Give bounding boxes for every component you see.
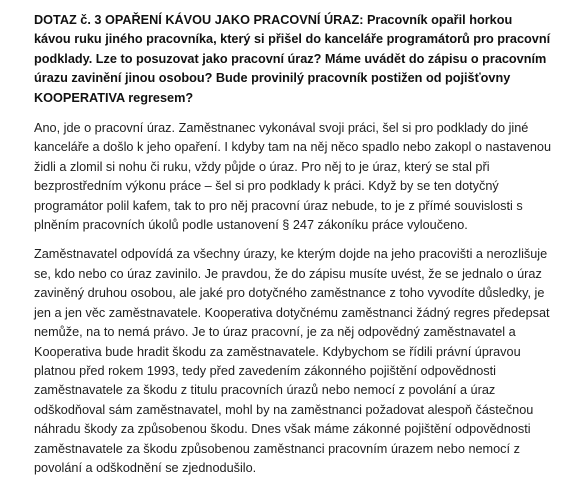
document-body <box>34 11 554 488</box>
question-line: podklady. Lze to posuzovat jako pracovní úraz? Máme uvádět do zápisu o pracovním <box>34 51 547 66</box>
paragraph-line: kanceláře a došlo k jeho opaření. I kdyby tam na něj něco spadlo nebo zakopl o nastavenou <box>34 140 552 155</box>
paragraph-line: Zaměstnavatel odpovídá za všechny úrazy, ke kterým dojde na jeho pracovišti a nerozlišuje <box>34 247 548 262</box>
question-line: KOOPERATIVA regresem? <box>34 90 194 105</box>
paragraph-line: zaměstnavatele za škodu způsobenou zaměstnanci pracovním úrazem nebo nemocí z <box>34 441 520 456</box>
paragraph-line: nemůže, na to nemá právo. Je to úraz pracovní, je za něj odpovědný zaměstnavatel a <box>34 325 516 340</box>
paragraph-line: bezprostředním výkonu práce – šel si pro podklady k práci. Když by se ten dotyčný <box>34 179 499 194</box>
question-line: kávou ruku jiného pracovníka, který si přišel do kanceláře programátorů pro pracovní <box>34 32 551 47</box>
question-line: úrazu zavinění jinou osobou? Bude provinilý pracovník postižen od pojišťovny <box>34 71 511 86</box>
question-line: DOTAZ č. 3 OPAŘENÍ KÁVOU JAKO PRACOVNÍ ÚRAZ: Pracovník opařil horkou <box>34 13 513 27</box>
paragraph-line: programátor polil kafem, tak to pro něj pracovní úraz nebude, to je z přímé souvislosti s <box>34 198 523 213</box>
paragraph-line: náhradu škody za způsobenou škodu. Dnes však máme zákonné pojištění odpovědnosti <box>34 422 531 437</box>
paragraph-line: židli a zlomil si nohu či ruku, vždy půjde o úraz. Pro něj to je úraz, který se stal při <box>34 159 490 174</box>
paragraph-line: zaviněný druhou osobou, ale jaké pro dotyčného zaměstnance z toho vyvodíte důsledky, je <box>34 286 545 301</box>
paragraph-line: Kooperativa bude hradit škodu za zaměstnavatele. Kdybychom se řídili právní úpravou <box>34 344 521 359</box>
paragraph-line: jen a jen věc zaměstnavatele. Kooperativa dotyčnému zaměstnanci žádný regres předepsat <box>34 305 550 320</box>
answer-paragraph-2 <box>34 245 554 478</box>
paragraph-line: Ano, jde o pracovní úraz. Zaměstnanec vykonával svoji práci, šel si pro podklady do jiné <box>34 121 529 136</box>
answer-paragraph-1 <box>34 119 554 235</box>
question-heading <box>34 11 554 108</box>
paragraph-line: platnou před rokem 1993, tedy před zavedením zákonného pojištění odpovědnosti <box>34 363 496 378</box>
paragraph-line: zaměstnavatele za škodu z titulu pracovních úrazů nebo nemocí z povolání a úraz <box>34 383 496 398</box>
paragraph-line: povolání a odškodnění se zjednodušilo. <box>34 460 257 475</box>
paragraph-line: se, kdo nebo co úraz zavinilo. Je pravdou, že do zápisu musíte uvést, že se jednalo o úraz <box>34 266 542 281</box>
paragraph-line: odškodňoval sám zaměstnavatel, mohl by na zaměstnanci požadovat alespoň částečnou <box>34 402 534 417</box>
paragraph-line: plněním pracovních úkolů podle ustanovení § 247 zákoníku práce vyloučeno. <box>34 218 468 233</box>
